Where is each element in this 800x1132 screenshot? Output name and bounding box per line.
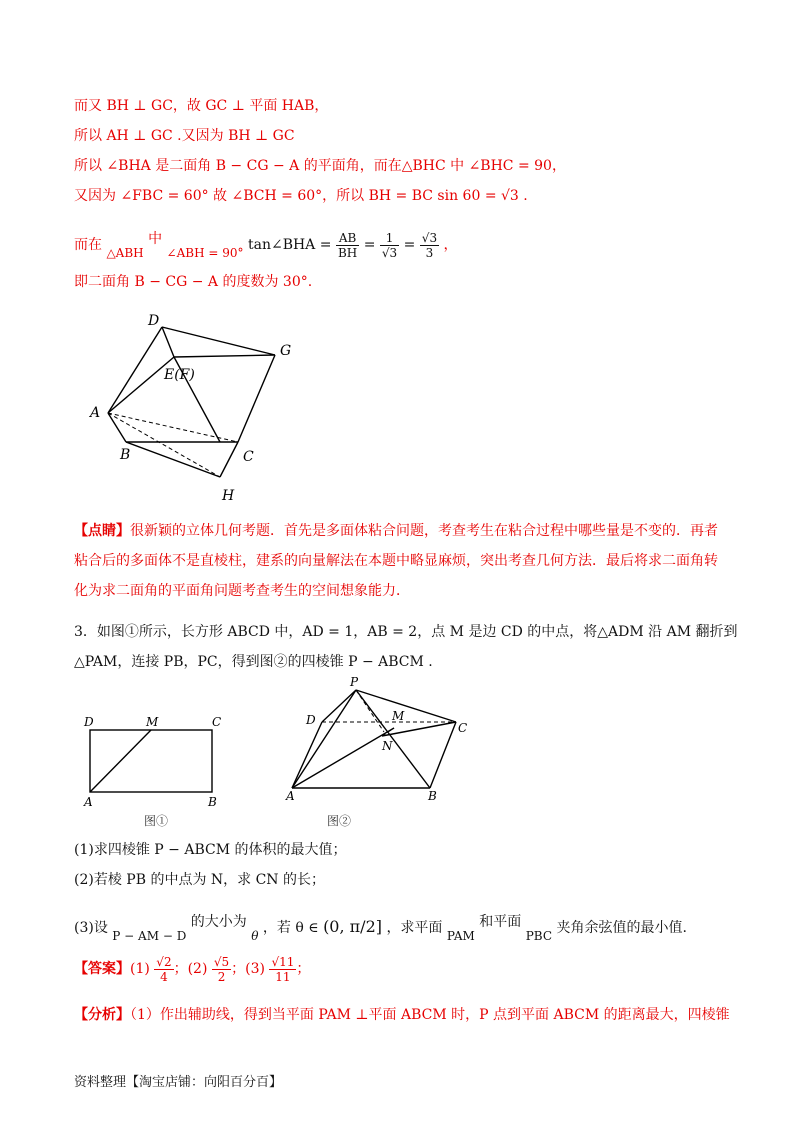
label-b: B xyxy=(120,447,131,463)
problem3-line2: △PAM，连接 PB，PC，得到图②的四棱锥 P − ABCM . xyxy=(74,654,433,670)
solution-line-5: 而在 △ABH 中 ∠ABH = 90° tan∠BHA = $\frac{AB}{BH}$ = $\frac{1}{√3}$ = $\frac{√3}{3}$ ， xyxy=(74,230,458,260)
dianjing-text: 很新颖的立体几何考题．首先是多面体粘合问题，考查考生在粘合过程中哪些量是不变的．再者粘合后的多面体不是直棱柱，建系的向量解法在本题中略显麻烦，突出考查几何方法．最后将求二面角转化为求二面角的平面角问题考查考生的空间想象能力． xyxy=(74,523,718,599)
rect-label-d: D xyxy=(84,715,94,729)
pyr-label-p: P xyxy=(350,675,359,689)
label-c: C xyxy=(243,449,254,465)
pyr-label-c: C xyxy=(458,721,468,735)
rect-label-b: B xyxy=(208,795,217,809)
label-h: H xyxy=(222,488,235,504)
dianjing-paragraph xyxy=(74,516,724,606)
polyhedron-figure xyxy=(80,305,310,515)
rect-label-c: C xyxy=(212,715,222,729)
pyramid-figure xyxy=(284,674,484,804)
problem3-line1: 3．如图①所示，长方形 ABCD 中，AD = 1，AB = 2，点 M 是边 CD 的中点，将△ADM 沿 AM 翻折到 xyxy=(74,624,738,640)
fraction-1-sqrt3: $\frac{1}{√3}$ xyxy=(381,230,398,260)
angle-label: ∠ABH = 90° xyxy=(166,246,244,260)
analysis-text: （1）作出辅助线，得到当平面 PAM ⊥平面 ABCM 时，P 点到平面 ABCM 的距离最大，四棱锥 xyxy=(130,1007,730,1023)
caption-fig1: 图① xyxy=(144,814,169,828)
question-3: (3)设 P − AM − D 的大小为 θ ，若 θ ∈ (0, π/2] ，求平面 PAM 和平面 PBC 夹角余弦值的最小值. xyxy=(74,914,687,943)
caption-fig2: 图② xyxy=(327,814,352,828)
text-prefix: 而在 xyxy=(74,237,102,253)
answer-frac-2: $\frac{√5}{2}$ xyxy=(213,954,230,984)
answer-frac-3: $\frac{√11}{11}$ xyxy=(271,954,295,984)
rect-label-a: A xyxy=(84,795,93,809)
analysis-line xyxy=(74,1005,730,1025)
text-mid: 中 xyxy=(148,231,163,247)
pyr-label-n: N xyxy=(382,739,393,753)
question-2: (2)若棱 PB 的中点为 N，求 CN 的长； xyxy=(74,872,326,888)
dianjing-tag: 【点睛】 xyxy=(74,523,130,539)
answer-line: 【答案】(1) $\frac{√2}{4}$ ；(2) $\frac{√5}{2}$ ；(3) $\frac{√11}{11}$ ； xyxy=(74,954,311,984)
tan-label: tan∠BHA = xyxy=(247,237,332,253)
label-ef: E(F) xyxy=(164,367,195,383)
pyr-label-b: B xyxy=(428,789,437,803)
analysis-tag: 【分析】 xyxy=(74,1007,130,1023)
question-1: (1)求四棱锥 P − ABCM 的体积的最大值； xyxy=(74,842,347,858)
solution-line-2: 所以 AH ⊥ GC .又因为 BH ⊥ GC xyxy=(74,128,295,144)
rect-label-m: M xyxy=(146,715,159,729)
solution-line-4: 又因为 ∠FBC = 60° 故 ∠BCH = 60°，所以 BH = BC sin 60 = √3 . xyxy=(74,188,528,204)
answer-frac-1: $\frac{√2}{4}$ xyxy=(156,954,172,984)
pyr-label-a: A xyxy=(286,789,295,803)
rectangle-figure xyxy=(80,712,230,812)
pyr-label-d: D xyxy=(306,713,316,727)
fraction-ab-bh: $\frac{AB}{BH}$ xyxy=(337,230,358,260)
label-a: A xyxy=(90,405,101,421)
solution-line-3: 所以 ∠BHA 是二面角 B − CG − A 的平面角，而在△BHC 中 ∠BHC = 90， xyxy=(74,158,566,174)
pyr-label-m: M xyxy=(392,709,405,723)
footer-source: 资料整理【淘宝店铺：向阳百分百】 xyxy=(74,1075,283,1090)
triangle-label: △ABH xyxy=(106,246,144,260)
label-d: D xyxy=(148,313,160,329)
label-g: G xyxy=(280,343,292,359)
solution-line-1: 而又 BH ⊥ GC，故 GC ⊥ 平面 HAB， xyxy=(74,98,329,114)
answer-tag: 【答案】 xyxy=(74,961,130,977)
solution-line-6: 即二面角 B − CG − A 的度数为 30°. xyxy=(74,274,313,290)
fraction-sqrt3-3: $\frac{√3}{3}$ xyxy=(421,230,438,260)
